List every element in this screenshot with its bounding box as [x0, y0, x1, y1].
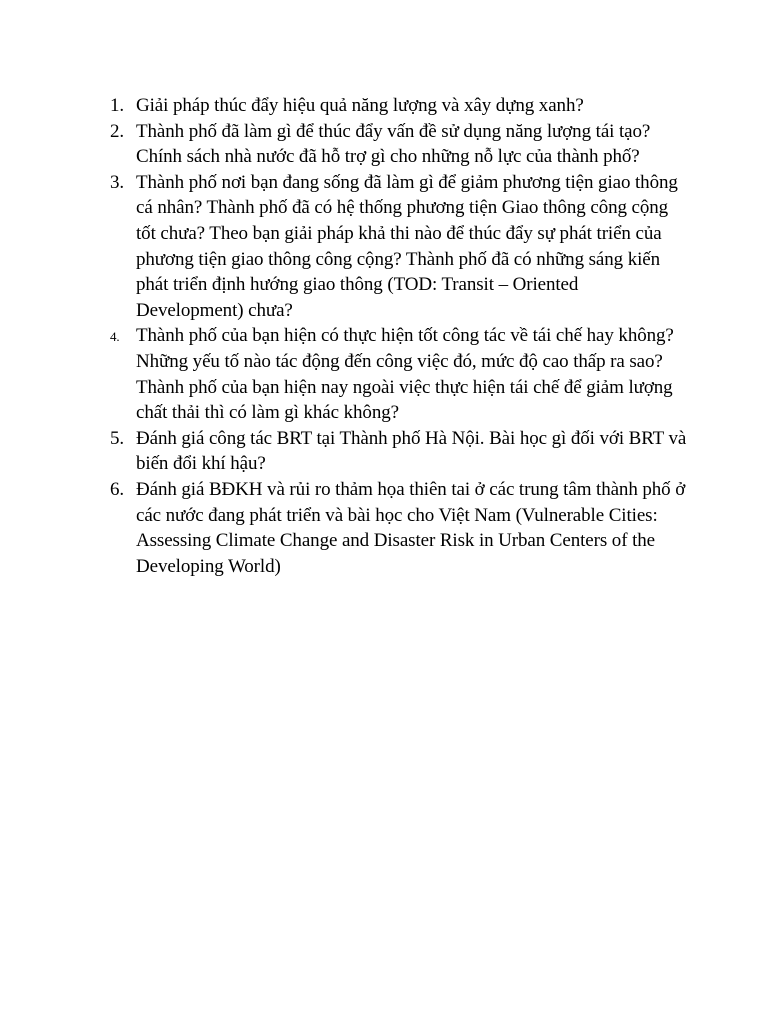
question-number: 1. [110, 95, 125, 116]
question-number: 2. [110, 120, 125, 142]
question-number: 5. [110, 427, 125, 449]
question-text: Thành phố nơi bạn đang sống đã làm gì để giảm phương tiện giao thông cá nhân? Thành phố đã có hệ thống phương tiện Giao thông công cộng tốt chưa? Theo bạn giải pháp khả thi nào để thúc đẩy sự phát triển của phương tiện giao thông công cộng? Thành phố đã có những sáng kiến phát triển định hướng giao thông (TOD: Transit – Oriented Development) chưa? [136, 171, 678, 321]
question-text: Giải pháp thúc đẩy hiệu quả năng lượng và xây dựng xanh? [136, 95, 584, 116]
question-text: Thành phố của bạn hiện có thực hiện tốt công tác về tái chế hay không? Những yếu tố nào tác động đến công việc đó, mức độ cao thấp ra sao? Thành phố của bạn hiện nay ngoài việc thực hiện tái chế để giảm lượng chất thải thì có làm gì khác không? [136, 325, 674, 424]
question-item-3 [110, 170, 690, 324]
question-number: 3. [110, 171, 125, 193]
question-item-5 [110, 426, 690, 477]
question-list [110, 93, 690, 579]
question-item-1 [110, 93, 690, 119]
question-item-4 [110, 323, 690, 425]
question-text: Đánh giá công tác BRT tại Thành phố Hà Nội. Bài học gì đối với BRT và biến đổi khí hậu? [136, 427, 687, 475]
question-item-2 [110, 119, 690, 170]
question-text: Thành phố đã làm gì để thúc đẩy vấn đề sử dụng năng lượng tái tạo? Chính sách nhà nước đã hỗ trợ gì cho những nỗ lực của thành phố? [136, 120, 651, 168]
question-number: 4. [110, 329, 120, 345]
question-item-6 [110, 477, 690, 579]
question-number: 6. [110, 478, 125, 500]
question-text: Đánh giá BĐKH và rủi ro thảm họa thiên tai ở các trung tâm thành phố ở các nước đang phát triển và bài học cho Việt Nam (Vulnerable Cities: Assessing Climate Change and Disaster Risk in Urban Centers of the Developing World) [136, 478, 686, 577]
